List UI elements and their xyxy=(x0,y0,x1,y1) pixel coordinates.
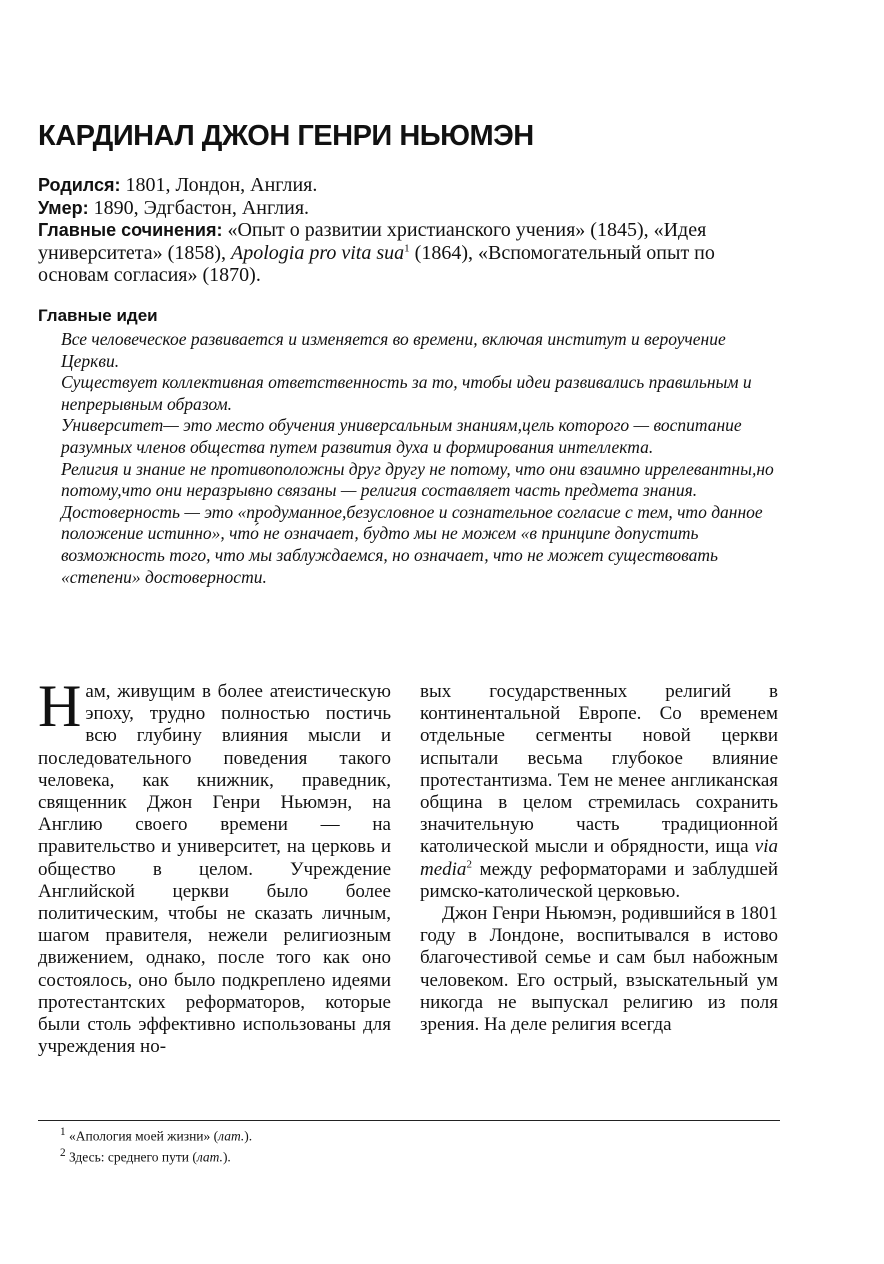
works-label: Главные сочинения: xyxy=(38,220,223,240)
main-ideas-list xyxy=(61,329,783,588)
works-line xyxy=(38,219,782,287)
works-italic-title: Apologia pro vita sua xyxy=(231,241,405,264)
died-line xyxy=(38,197,782,220)
idea-item: Существует коллективная ответственность за то, чтобы идеи развивались правильным и непрерывным образом. xyxy=(61,372,752,414)
body-text: вых государственных религий в континентальной Европе. Со временем отдельные сегменты новой церкви испытали весьма глубокое влияние протестантизма. Тем не менее англиканская община в целом стремилась сохранить значительную часть традиционной католической мысли и обрядности, ища xyxy=(420,681,778,858)
died-label: Умер: xyxy=(38,197,89,218)
works-text-2: (1864), «Вспомогательный опыт по основам согласия» (1870). xyxy=(38,241,715,286)
footnote-lang: лат. xyxy=(196,1149,223,1164)
body-column-left xyxy=(38,673,391,1058)
biography-facts xyxy=(38,174,782,287)
italic-phrase: via media xyxy=(420,836,778,880)
footnote-end: ). xyxy=(244,1128,253,1144)
footnote-divider xyxy=(38,1120,780,1121)
footnotes xyxy=(60,1124,660,1165)
idea-item: Религия и знание не противоположны друг другу не потому, что они взаимно иррелевантны,но потому,что они неразрывно связаны — религия составляет часть предмета знания. xyxy=(61,458,774,501)
died-value: 1890, Эдгбастон, Англия. xyxy=(93,196,310,219)
footnote-mark: 2 xyxy=(60,1146,66,1159)
footnote-lang: лат. xyxy=(218,1128,245,1144)
body-paragraph: Джон Генри Ньюмэн, родившийся в 1801 году в Лондоне, воспитывался в истово благочестивой семье и сам был набожным человеком. Его острый, взыскательный ум никогда не выпускал религию из поля зрения. На деле религия всегда xyxy=(420,903,778,1036)
footnote-text: Здесь: среднего пути ( xyxy=(65,1149,197,1164)
footnote-end: ). xyxy=(222,1149,231,1164)
footnote-ref-1: 1 xyxy=(404,241,410,254)
body-column-right xyxy=(420,681,778,1036)
drop-cap: Н xyxy=(38,673,82,739)
born-label: Родился: xyxy=(38,175,121,195)
works-text-1: «Опыт о развитии христианского учения» (1845), «Идея университета» (1858), xyxy=(38,219,707,264)
body-text: ам, живущим в более атеистическую эпоху, трудно полностью постичь всю глубину влияния мысли и последовательного поведения такого человека, как книжник, праведник, священник Джон Генри Ньюмэн, на Англию своего времени — на правительство и университет, на церковь и общество в целом. Учреждение Английской церкви было более политическим, чтобы не сказать личным, шагом правителя, нежели религиозным движением, однако, после того как оно состоялось, оно было подкреплено идеями протестантских реформаторов, которые были столь эффективно использованы для учреждения но- xyxy=(38,681,391,1058)
born-value: 1801, Лондон, Англия. xyxy=(125,174,318,196)
page-title: КАРДИНАЛ ДЖОН ГЕНРИ НЬЮМЭН xyxy=(38,120,534,152)
footnote-text: «Апология моей жизни» ( xyxy=(65,1128,219,1144)
born-line xyxy=(38,174,782,197)
idea-item: Университет— это место обучения универсальным знаниям,цель которого — воспитание разумных членов общества путем развития духа и формирования интеллекта. xyxy=(61,415,742,457)
body-text: между реформаторами и заблудшей римско-католической церковью. xyxy=(420,858,778,902)
body-paragraph xyxy=(38,673,391,1058)
footnote-item xyxy=(60,1145,660,1166)
body-paragraph xyxy=(420,681,778,903)
main-ideas-heading: Главные идеи xyxy=(38,306,158,325)
idea-item: Достоверность — это «продуманное,безусловное и сознательное согласие с тем, что данное положение истинно», что́ не означает, будто мы не можем «в принципе допустить возможность того, что мы заблуждаемся, но означает, что не может существовать «степени» достоверности. xyxy=(61,501,763,587)
idea-item: Все человеческое развивается и изменяется во времени, включая институт и вероучение Церкви. xyxy=(61,329,726,371)
footnote-item xyxy=(60,1124,660,1145)
footnote-mark: 1 xyxy=(60,1126,66,1138)
footnote-ref-2: 2 xyxy=(466,858,472,871)
